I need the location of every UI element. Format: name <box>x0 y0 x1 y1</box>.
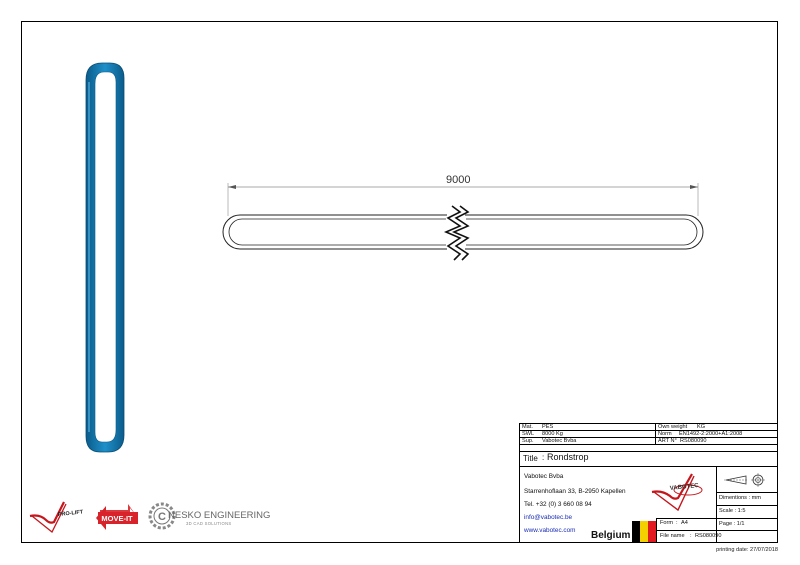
tb-line <box>519 466 778 467</box>
norm-label: Norm <box>658 431 672 437</box>
mat-label: Mat. <box>522 424 533 430</box>
tb-line <box>655 423 656 444</box>
swl-value: 8000 Kg <box>542 431 563 437</box>
form-label: Form <box>660 520 674 526</box>
company-tel: Tel. +32 (0) 3 660 08 94 <box>524 501 592 508</box>
swl-label: SWL <box>522 431 535 437</box>
svg-text:PRO-LIFT: PRO-LIFT <box>57 509 84 518</box>
country-label: Belgium <box>591 530 631 541</box>
tb-line <box>656 518 716 519</box>
filename-label: File name <box>660 533 685 539</box>
sling-2d-drawing <box>220 172 706 267</box>
own-weight-label: Own weight <box>658 424 688 430</box>
tb-line <box>656 518 657 543</box>
tb-line <box>716 505 778 506</box>
tb-line <box>716 518 778 519</box>
company-name: Vabotec Bvba <box>524 473 564 480</box>
norm-value: EN1492-2:2000+A1:2008 <box>679 431 743 437</box>
tb-line <box>656 530 778 531</box>
company-address: Starrenhoflaan 33, B-2950 Kapellen <box>524 488 626 495</box>
sup-label: Sup. <box>522 438 534 444</box>
dimensions-unit: Dimentions : mm <box>719 495 761 501</box>
form-value: A4 <box>681 520 688 526</box>
title-colon: : <box>542 453 545 462</box>
printing-date: printing date: 27/07/2018 <box>716 547 778 553</box>
svg-text:VABOTEC: VABOTEC <box>669 483 699 492</box>
projection-symbol-icon <box>724 471 774 489</box>
svg-text:C: C <box>158 511 166 523</box>
move-it-logo <box>94 500 140 536</box>
page-number: Page : 1/1 <box>719 521 745 527</box>
art-label: ART N° <box>658 438 677 444</box>
svg-text:MOVE-IT: MOVE-IT <box>101 514 133 523</box>
sling-3d-view <box>80 60 130 455</box>
own-weight-value: KG <box>697 424 706 430</box>
belgium-flag-icon <box>632 521 656 542</box>
tb-line <box>716 492 778 493</box>
nesko-subtitle: 3D CAD SOLUTIONS <box>186 521 232 526</box>
art-value: RS080090 <box>680 438 707 444</box>
scale: Scale : 1:5 <box>719 508 746 514</box>
company-email[interactable]: info@vabotec.be <box>524 514 573 521</box>
nesko-title: NESKO ENGINEERING <box>168 510 271 521</box>
pro-lift-logo <box>28 498 86 536</box>
sup-value: Vabotec Bvba <box>542 438 577 444</box>
filename-value: RS080090 <box>695 533 722 539</box>
title-value: Rondstrop <box>547 452 589 462</box>
vabotec-logo <box>648 470 714 514</box>
dimension-label: 9000 <box>446 174 471 186</box>
company-website[interactable]: www.vabotec.com <box>524 527 576 534</box>
mat-value: PES <box>542 424 554 430</box>
title-label: Title <box>523 454 538 463</box>
filename-colon: : <box>690 533 692 539</box>
form-colon: : <box>676 520 678 526</box>
